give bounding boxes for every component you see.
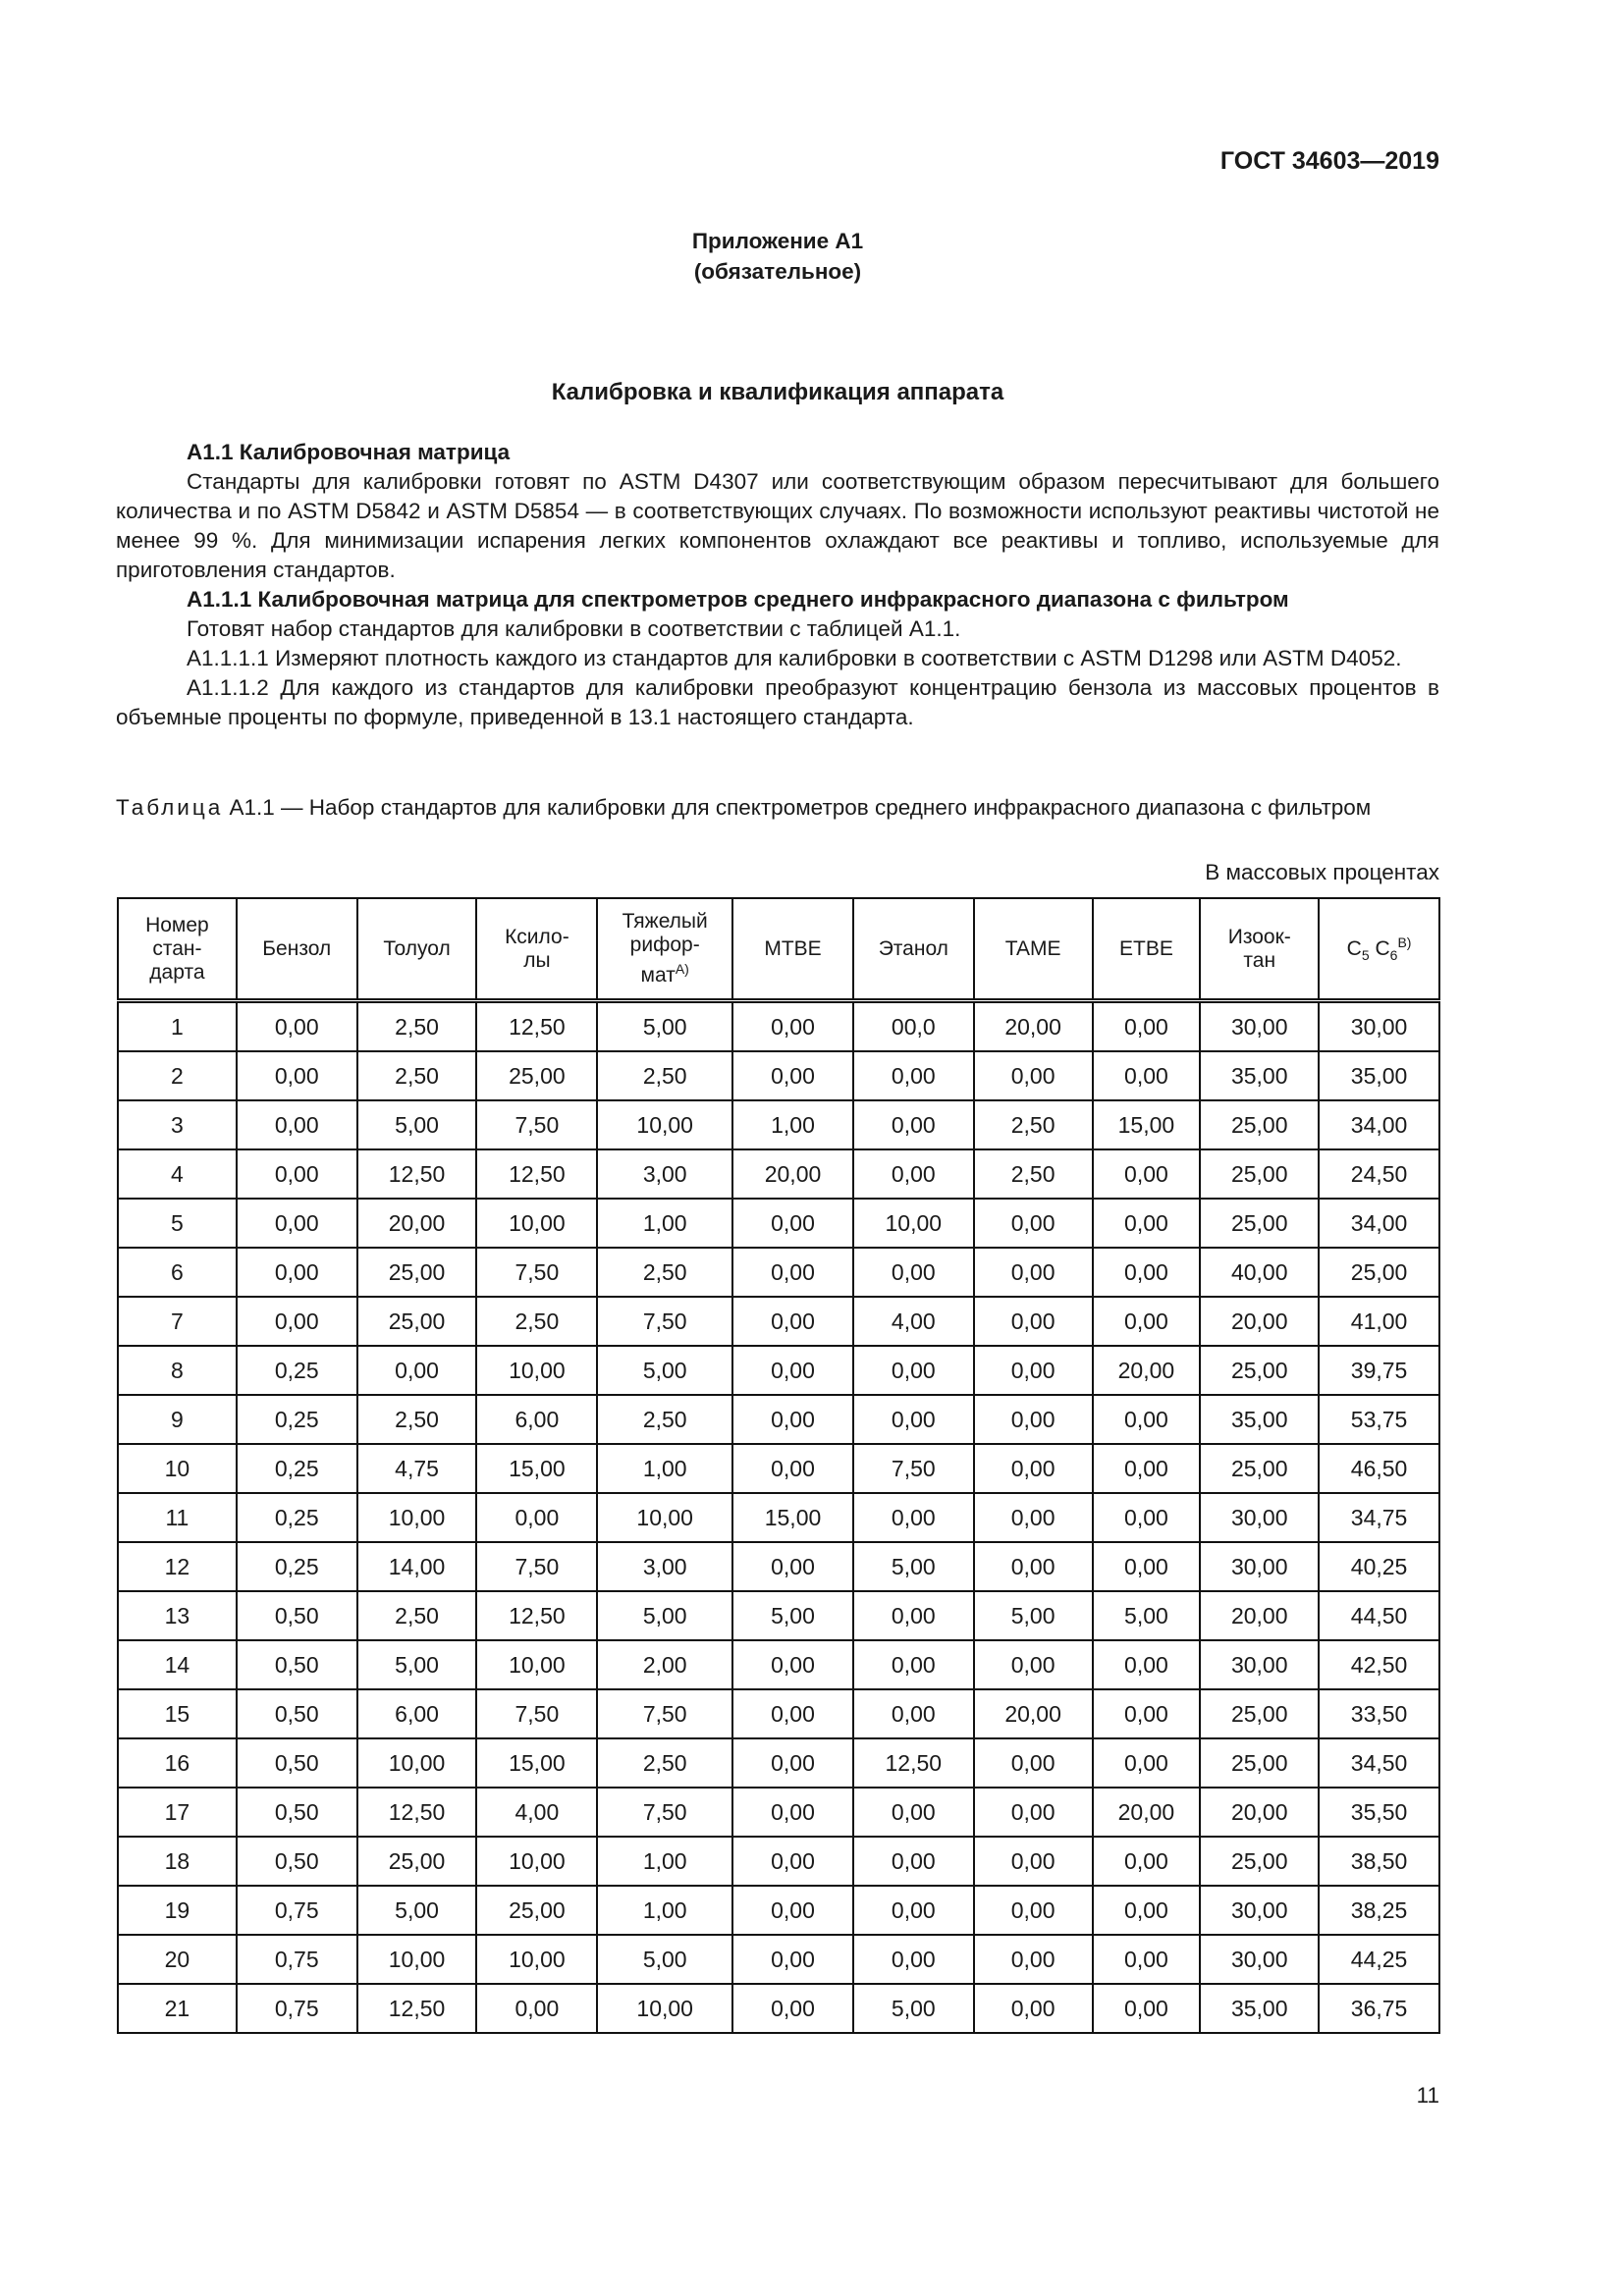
- value-cell: 4,00: [476, 1788, 597, 1837]
- value-cell: 53,75: [1319, 1395, 1439, 1444]
- value-cell: 0,00: [853, 1837, 974, 1886]
- value-cell: 0,25: [237, 1346, 357, 1395]
- table-row: [118, 1493, 1439, 1542]
- col-header-number: Номер стан- дарта: [118, 898, 237, 1001]
- value-cell: 0,00: [974, 1886, 1093, 1935]
- value-cell: 5,00: [597, 1935, 732, 1984]
- value-cell: 20,00: [1200, 1591, 1319, 1640]
- value-cell: 2,50: [597, 1738, 732, 1788]
- value-cell: 5,00: [853, 1984, 974, 2033]
- table-row: [118, 1640, 1439, 1689]
- value-cell: 2,50: [974, 1149, 1093, 1199]
- value-cell: 0,00: [974, 1640, 1093, 1689]
- value-cell: 20,00: [1200, 1297, 1319, 1346]
- value-cell: 0,00: [974, 1788, 1093, 1837]
- value-cell: 40,00: [1200, 1248, 1319, 1297]
- value-cell: 0,75: [237, 1984, 357, 2033]
- value-cell: 1,00: [597, 1444, 732, 1493]
- value-cell: 35,00: [1200, 1984, 1319, 2033]
- value-cell: 0,00: [1093, 1935, 1201, 1984]
- col-header-ethanol: Этанол: [853, 898, 974, 1001]
- value-cell: 20,00: [1093, 1788, 1201, 1837]
- value-cell: 2,50: [357, 1591, 477, 1640]
- value-cell: 0,00: [974, 1199, 1093, 1248]
- value-cell: 33,50: [1319, 1689, 1439, 1738]
- value-cell: 25,00: [1200, 1346, 1319, 1395]
- value-cell: 00,0: [853, 1001, 974, 1052]
- value-cell: 7,50: [476, 1542, 597, 1591]
- value-cell: 0,00: [853, 1100, 974, 1149]
- value-cell: 39,75: [1319, 1346, 1439, 1395]
- value-cell: 2,50: [357, 1051, 477, 1100]
- value-cell: 0,00: [237, 1149, 357, 1199]
- value-cell: 30,00: [1200, 1935, 1319, 1984]
- value-cell: 30,00: [1200, 1542, 1319, 1591]
- table-row: [118, 1886, 1439, 1935]
- section-subheading: А1.1.1 Калибровочная матрица для спектрометров среднего инфракрасного диапазона с фильтром: [187, 587, 1289, 612]
- table-row: [118, 1984, 1439, 2033]
- standard-number-cell: 6: [118, 1248, 237, 1297]
- value-cell: 0,25: [237, 1493, 357, 1542]
- standard-number: ГОСТ 34603—2019: [1219, 147, 1439, 175]
- paragraph: А1.1.1.1 Измеряют плотность каждого из стандартов для калибровки в соответствии с ASTM D1298 или ASTM D4052.: [187, 646, 1402, 670]
- section-heading: Калибровка и квалификация аппарата: [551, 379, 1004, 405]
- value-cell: 12,50: [853, 1738, 974, 1788]
- value-cell: 30,00: [1319, 1001, 1439, 1052]
- table-row: [118, 1395, 1439, 1444]
- value-cell: 0,00: [732, 1542, 853, 1591]
- value-cell: 0,00: [732, 1837, 853, 1886]
- value-cell: 0,00: [1093, 1248, 1201, 1297]
- value-cell: 0,00: [1093, 1297, 1201, 1346]
- col-header-benzene: Бензол: [237, 898, 357, 1001]
- value-cell: 0,00: [237, 1001, 357, 1052]
- value-cell: 0,00: [476, 1493, 597, 1542]
- annex-status: (обязательное): [693, 259, 862, 284]
- value-cell: 10,00: [357, 1493, 477, 1542]
- value-cell: 34,00: [1319, 1100, 1439, 1149]
- standard-number-cell: 18: [118, 1837, 237, 1886]
- calibration-standards-table: [117, 897, 1440, 2034]
- value-cell: 0,00: [974, 1493, 1093, 1542]
- value-cell: 0,00: [1093, 1149, 1201, 1199]
- value-cell: 0,00: [974, 1051, 1093, 1100]
- value-cell: 30,00: [1200, 1640, 1319, 1689]
- value-cell: 2,50: [476, 1297, 597, 1346]
- value-cell: 10,00: [597, 1493, 732, 1542]
- value-cell: 25,00: [1200, 1689, 1319, 1738]
- standard-number-cell: 13: [118, 1591, 237, 1640]
- value-cell: 35,00: [1200, 1395, 1319, 1444]
- value-cell: 0,00: [853, 1788, 974, 1837]
- value-cell: 0,00: [974, 1738, 1093, 1788]
- value-cell: 20,00: [1200, 1788, 1319, 1837]
- value-cell: 0,00: [1093, 1001, 1201, 1052]
- value-cell: 7,50: [853, 1444, 974, 1493]
- table-row: [118, 1788, 1439, 1837]
- value-cell: 7,50: [597, 1297, 732, 1346]
- value-cell: 1,00: [597, 1199, 732, 1248]
- value-cell: 6,00: [476, 1395, 597, 1444]
- value-cell: 40,25: [1319, 1542, 1439, 1591]
- standard-number-cell: 4: [118, 1149, 237, 1199]
- value-cell: 0,00: [974, 1542, 1093, 1591]
- value-cell: 25,00: [476, 1051, 597, 1100]
- value-cell: 46,50: [1319, 1444, 1439, 1493]
- value-cell: 0,00: [1093, 1640, 1201, 1689]
- value-cell: 0,00: [732, 1248, 853, 1297]
- value-cell: 0,00: [853, 1395, 974, 1444]
- value-cell: 15,00: [1093, 1100, 1201, 1149]
- value-cell: 0,00: [1093, 1493, 1201, 1542]
- value-cell: 2,00: [597, 1640, 732, 1689]
- value-cell: 2,50: [357, 1395, 477, 1444]
- value-cell: 0,00: [853, 1051, 974, 1100]
- value-cell: 36,75: [1319, 1984, 1439, 2033]
- value-cell: 0,00: [853, 1591, 974, 1640]
- value-cell: 0,50: [237, 1689, 357, 1738]
- value-cell: 25,00: [357, 1297, 477, 1346]
- table-row: [118, 1248, 1439, 1297]
- value-cell: 12,50: [476, 1591, 597, 1640]
- value-cell: 15,00: [732, 1493, 853, 1542]
- value-cell: 2,50: [597, 1248, 732, 1297]
- value-cell: 38,25: [1319, 1886, 1439, 1935]
- value-cell: 10,00: [357, 1738, 477, 1788]
- value-cell: 0,75: [237, 1935, 357, 1984]
- value-cell: 10,00: [597, 1100, 732, 1149]
- table-row: [118, 1149, 1439, 1199]
- table-row: [118, 1542, 1439, 1591]
- value-cell: 25,00: [1200, 1738, 1319, 1788]
- table-header-row: [118, 898, 1439, 1001]
- caption-text: А1.1 — Набор стандартов для калибровки для спектрометров среднего инфракрасного диапазона с фильтром: [223, 795, 1372, 820]
- table-row: [118, 1738, 1439, 1788]
- value-cell: 2,50: [597, 1395, 732, 1444]
- value-cell: 0,00: [853, 1149, 974, 1199]
- standard-number-cell: 20: [118, 1935, 237, 1984]
- value-cell: 7,50: [597, 1788, 732, 1837]
- paragraph: Стандарты для калибровки готовят по ASTM D4307 или соответствующим образом пересчитывают для большего количества и по ASTM D5842 и ASTM D5854 — в соответствующих случаях. По возможности используют реактивы чистотой не менее 99 %. Для минимизации испарения легких компонентов охлаждают все реактивы и топливо, используемые для приготовления стандартов.: [116, 469, 1439, 582]
- value-cell: 0,50: [237, 1591, 357, 1640]
- col-header-isooctane: Изоок- тан: [1200, 898, 1319, 1001]
- value-cell: 0,00: [1093, 1738, 1201, 1788]
- value-cell: 0,00: [732, 1051, 853, 1100]
- value-cell: 0,00: [237, 1248, 357, 1297]
- value-cell: 0,00: [1093, 1051, 1201, 1100]
- value-cell: 38,50: [1319, 1837, 1439, 1886]
- value-cell: 0,00: [476, 1984, 597, 2033]
- table-row: [118, 1346, 1439, 1395]
- value-cell: 1,00: [732, 1100, 853, 1149]
- value-cell: 7,50: [476, 1248, 597, 1297]
- value-cell: 12,50: [357, 1984, 477, 2033]
- value-cell: 20,00: [732, 1149, 853, 1199]
- value-cell: 7,50: [476, 1100, 597, 1149]
- value-cell: 0,00: [732, 1444, 853, 1493]
- value-cell: 7,50: [476, 1689, 597, 1738]
- value-cell: 0,00: [1093, 1837, 1201, 1886]
- value-cell: 44,25: [1319, 1935, 1439, 1984]
- value-cell: 42,50: [1319, 1640, 1439, 1689]
- value-cell: 1,00: [597, 1886, 732, 1935]
- value-cell: 0,00: [974, 1346, 1093, 1395]
- value-cell: 0,00: [974, 1395, 1093, 1444]
- value-cell: 0,75: [237, 1886, 357, 1935]
- value-cell: 12,50: [357, 1788, 477, 1837]
- value-cell: 0,00: [732, 1346, 853, 1395]
- value-cell: 0,00: [974, 1984, 1093, 2033]
- value-cell: 35,50: [1319, 1788, 1439, 1837]
- value-cell: 0,00: [237, 1297, 357, 1346]
- page-number: 11: [1416, 2083, 1439, 2108]
- table-row: [118, 1297, 1439, 1346]
- value-cell: 20,00: [1093, 1346, 1201, 1395]
- table-row: [118, 1051, 1439, 1100]
- standard-number-cell: 8: [118, 1346, 237, 1395]
- value-cell: 2,50: [597, 1051, 732, 1100]
- value-cell: 44,50: [1319, 1591, 1439, 1640]
- value-cell: 12,50: [476, 1149, 597, 1199]
- standard-number-cell: 19: [118, 1886, 237, 1935]
- value-cell: 0,00: [732, 1395, 853, 1444]
- standard-number-cell: 3: [118, 1100, 237, 1149]
- value-cell: 0,50: [237, 1640, 357, 1689]
- value-cell: 0,00: [974, 1935, 1093, 1984]
- standard-number-cell: 16: [118, 1738, 237, 1788]
- value-cell: 0,00: [732, 1689, 853, 1738]
- value-cell: 14,00: [357, 1542, 477, 1591]
- value-cell: 0,00: [853, 1689, 974, 1738]
- table-row: [118, 1199, 1439, 1248]
- value-cell: 6,00: [357, 1689, 477, 1738]
- value-cell: 0,00: [732, 1199, 853, 1248]
- value-cell: 7,50: [597, 1689, 732, 1738]
- value-cell: 0,00: [974, 1837, 1093, 1886]
- col-header-reformate: Тяжелый рифор- мат$^{А)}$: [597, 898, 732, 1001]
- value-cell: 5,00: [597, 1346, 732, 1395]
- value-cell: 0,00: [1093, 1886, 1201, 1935]
- standard-number-cell: 15: [118, 1689, 237, 1738]
- value-cell: 25,00: [476, 1886, 597, 1935]
- value-cell: 0,50: [237, 1837, 357, 1886]
- body-text: [116, 438, 1439, 732]
- value-cell: 41,00: [1319, 1297, 1439, 1346]
- value-cell: 0,00: [853, 1935, 974, 1984]
- table-row: [118, 1689, 1439, 1738]
- value-cell: 30,00: [1200, 1493, 1319, 1542]
- col-header-c5c6: $C_5$ $C_6^{В)}$: [1319, 898, 1439, 1001]
- standard-number-cell: 11: [118, 1493, 237, 1542]
- standard-number-cell: 12: [118, 1542, 237, 1591]
- value-cell: 20,00: [974, 1001, 1093, 1052]
- paragraph: А1.1.1.2 Для каждого из стандартов для калибровки преобразуют концентрацию бензола из массовых процентов в объемные проценты по формуле, приведенной в 13.1 настоящего стандарта.: [116, 675, 1439, 729]
- value-cell: 25,00: [1200, 1444, 1319, 1493]
- value-cell: 3,00: [597, 1149, 732, 1199]
- value-cell: 3,00: [597, 1542, 732, 1591]
- value-cell: 34,00: [1319, 1199, 1439, 1248]
- value-cell: 5,00: [1093, 1591, 1201, 1640]
- value-cell: 0,00: [1093, 1444, 1201, 1493]
- value-cell: 35,00: [1200, 1051, 1319, 1100]
- value-cell: 25,00: [357, 1248, 477, 1297]
- value-cell: 0,00: [853, 1346, 974, 1395]
- standard-number-cell: 21: [118, 1984, 237, 2033]
- value-cell: 2,50: [974, 1100, 1093, 1149]
- standard-number-cell: 2: [118, 1051, 237, 1100]
- col-header-toluene: Толуол: [357, 898, 477, 1001]
- value-cell: 0,00: [1093, 1199, 1201, 1248]
- value-cell: 5,00: [357, 1100, 477, 1149]
- caption-label: Таблица: [116, 795, 224, 820]
- value-cell: 0,00: [732, 1935, 853, 1984]
- value-cell: 0,00: [732, 1297, 853, 1346]
- value-cell: 10,00: [597, 1984, 732, 2033]
- value-cell: 0,00: [1093, 1984, 1201, 2033]
- value-cell: 10,00: [357, 1935, 477, 1984]
- value-cell: 0,00: [732, 1984, 853, 2033]
- value-cell: 0,00: [853, 1493, 974, 1542]
- value-cell: 0,00: [357, 1346, 477, 1395]
- value-cell: 0,00: [237, 1199, 357, 1248]
- value-cell: 34,50: [1319, 1738, 1439, 1788]
- value-cell: 25,00: [1319, 1248, 1439, 1297]
- value-cell: 0,25: [237, 1444, 357, 1493]
- value-cell: 0,50: [237, 1788, 357, 1837]
- value-cell: 25,00: [1200, 1199, 1319, 1248]
- value-cell: 15,00: [476, 1738, 597, 1788]
- value-cell: 5,00: [357, 1640, 477, 1689]
- value-cell: 5,00: [853, 1542, 974, 1591]
- value-cell: 20,00: [974, 1689, 1093, 1738]
- value-cell: 0,00: [974, 1297, 1093, 1346]
- standard-number-cell: 14: [118, 1640, 237, 1689]
- value-cell: 15,00: [476, 1444, 597, 1493]
- value-cell: 0,00: [1093, 1542, 1201, 1591]
- value-cell: 0,00: [237, 1051, 357, 1100]
- value-cell: 0,00: [853, 1640, 974, 1689]
- value-cell: 4,75: [357, 1444, 477, 1493]
- value-cell: 5,00: [597, 1001, 732, 1052]
- standard-number-cell: 1: [118, 1001, 237, 1052]
- value-cell: 25,00: [1200, 1100, 1319, 1149]
- value-cell: 25,00: [357, 1837, 477, 1886]
- value-cell: 5,00: [732, 1591, 853, 1640]
- value-cell: 0,00: [974, 1444, 1093, 1493]
- value-cell: 0,00: [853, 1886, 974, 1935]
- value-cell: 24,50: [1319, 1149, 1439, 1199]
- standard-number-cell: 9: [118, 1395, 237, 1444]
- value-cell: 2,50: [357, 1001, 477, 1052]
- table-units: В массовых процентах: [1205, 860, 1439, 884]
- value-cell: 0,00: [1093, 1395, 1201, 1444]
- table-row: [118, 1935, 1439, 1984]
- value-cell: 0,00: [237, 1100, 357, 1149]
- table-row: [118, 1591, 1439, 1640]
- value-cell: 25,00: [1200, 1837, 1319, 1886]
- col-header-xylenes: Ксило- лы: [476, 898, 597, 1001]
- value-cell: 0,00: [1093, 1689, 1201, 1738]
- table-row: [118, 1444, 1439, 1493]
- value-cell: 20,00: [357, 1199, 477, 1248]
- value-cell: 0,00: [732, 1788, 853, 1837]
- value-cell: 4,00: [853, 1297, 974, 1346]
- value-cell: 10,00: [476, 1837, 597, 1886]
- value-cell: 5,00: [974, 1591, 1093, 1640]
- col-header-tame: TAME: [974, 898, 1093, 1001]
- annex-title: Приложение А1: [691, 229, 864, 253]
- table-row: [118, 1837, 1439, 1886]
- value-cell: 35,00: [1319, 1051, 1439, 1100]
- value-cell: 0,25: [237, 1542, 357, 1591]
- standard-number-cell: 10: [118, 1444, 237, 1493]
- standard-number-cell: 7: [118, 1297, 237, 1346]
- value-cell: 10,00: [476, 1935, 597, 1984]
- standard-number-cell: 5: [118, 1199, 237, 1248]
- value-cell: 1,00: [597, 1837, 732, 1886]
- col-header-mtbe: MTBE: [732, 898, 853, 1001]
- value-cell: 34,75: [1319, 1493, 1439, 1542]
- standard-number-cell: 17: [118, 1788, 237, 1837]
- value-cell: 0,00: [732, 1001, 853, 1052]
- col-header-etbe: ETBE: [1093, 898, 1201, 1001]
- value-cell: 12,50: [476, 1001, 597, 1052]
- table-row: [118, 1100, 1439, 1149]
- value-cell: 30,00: [1200, 1001, 1319, 1052]
- value-cell: 0,25: [237, 1395, 357, 1444]
- value-cell: 12,50: [357, 1149, 477, 1199]
- value-cell: 0,00: [732, 1886, 853, 1935]
- value-cell: 30,00: [1200, 1886, 1319, 1935]
- value-cell: 5,00: [357, 1886, 477, 1935]
- section-subheading: А1.1 Калибровочная матрица: [187, 440, 511, 464]
- value-cell: 0,00: [974, 1248, 1093, 1297]
- value-cell: 10,00: [476, 1640, 597, 1689]
- table-row: [118, 1001, 1439, 1052]
- value-cell: 0,00: [732, 1640, 853, 1689]
- value-cell: 25,00: [1200, 1149, 1319, 1199]
- value-cell: 0,00: [853, 1248, 974, 1297]
- value-cell: 0,50: [237, 1738, 357, 1788]
- value-cell: 5,00: [597, 1591, 732, 1640]
- paragraph: Готовят набор стандартов для калибровки в соответствии с таблицей А1.1.: [187, 616, 961, 641]
- table-caption: [116, 793, 1439, 823]
- value-cell: 10,00: [853, 1199, 974, 1248]
- value-cell: 10,00: [476, 1199, 597, 1248]
- value-cell: 10,00: [476, 1346, 597, 1395]
- value-cell: 0,00: [732, 1738, 853, 1788]
